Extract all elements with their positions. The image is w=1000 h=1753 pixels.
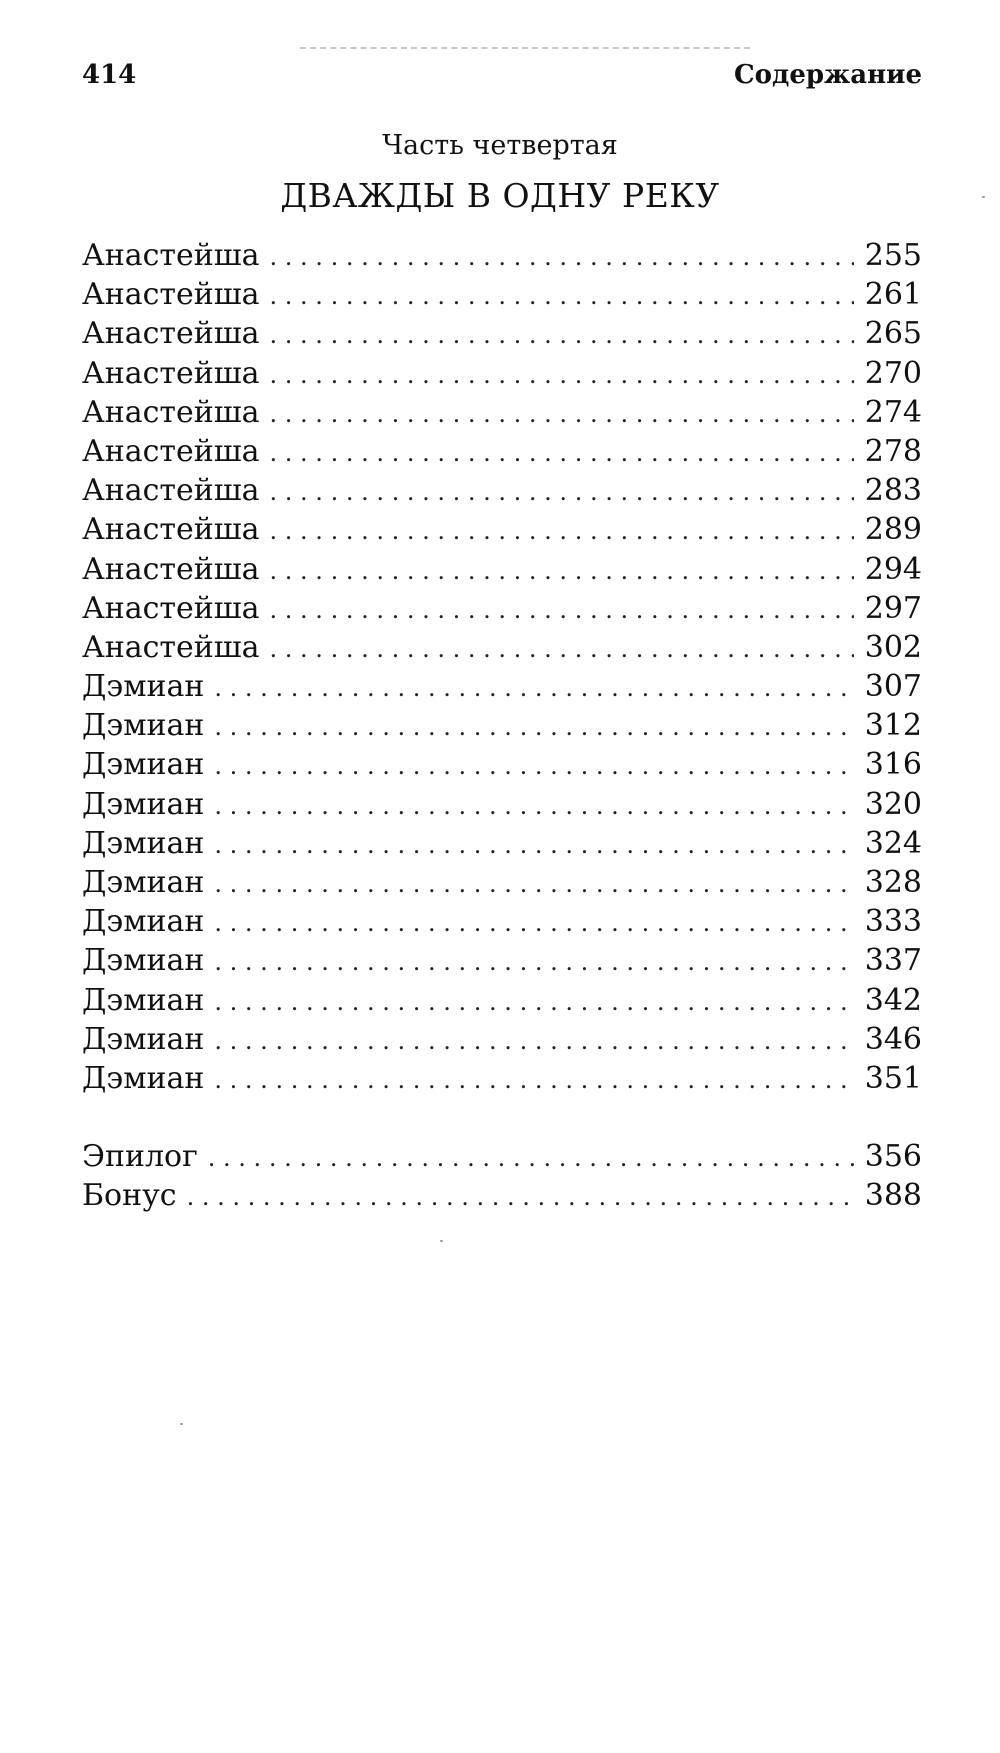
toc-entry-page: 302: [864, 629, 922, 665]
toc-entry: [82, 589, 922, 628]
dot-leader: [214, 669, 854, 708]
toc-entry: [82, 1059, 922, 1098]
toc-entry-label: Анастейша: [82, 629, 260, 665]
toc-entry: [82, 785, 922, 824]
dot-leader: [214, 865, 854, 904]
toc-entry: [82, 902, 922, 941]
toc-entry: [82, 275, 922, 314]
toc-entry: [82, 824, 922, 863]
running-head: [82, 52, 922, 102]
dot-leader: [270, 356, 854, 395]
toc-entry-page: 278: [864, 433, 922, 469]
toc-entry: [82, 314, 922, 353]
toc-entry-page: 255: [864, 238, 922, 273]
toc-entry-label: Анастейша: [82, 473, 260, 509]
dot-leader: [214, 904, 854, 943]
toc-entry-label: Анастейша: [82, 355, 260, 391]
dot-leader: [270, 238, 854, 277]
dot-leader: [270, 395, 854, 434]
toc-entry-label: Дэмиан: [82, 786, 205, 822]
dot-leader: [270, 434, 854, 473]
toc-entry-page: 388: [864, 1178, 922, 1214]
toc-entry-page: 316: [864, 747, 922, 783]
part-title: ДВАЖДЫ В ОДНУ РЕКУ: [280, 176, 720, 215]
toc-entry-page: 294: [864, 551, 922, 587]
toc-entry-label: Анастейша: [82, 394, 260, 430]
part-heading: Часть четвертая: [382, 130, 618, 161]
dot-leader: [270, 552, 854, 591]
dot-leader: [270, 591, 854, 630]
toc-entry-label: Анастейша: [82, 238, 260, 273]
toc-entry-page: 356: [864, 1139, 922, 1175]
toc-entry-page: 342: [864, 982, 922, 1018]
toc-entry-page: 320: [864, 786, 922, 822]
dot-leader: [214, 747, 854, 786]
toc-entry-label: Дэмиан: [82, 943, 205, 979]
dot-leader: [214, 1022, 854, 1061]
toc-entry: [82, 981, 922, 1020]
toc-entry-page: 328: [864, 865, 922, 900]
dot-leader: [214, 787, 854, 826]
toc-entry-page: 333: [864, 904, 922, 940]
toc-entry-label: Дэмиан: [82, 1021, 205, 1057]
dot-leader: [208, 1139, 854, 1178]
dot-leader: [187, 1178, 854, 1217]
toc-entry: [82, 1137, 922, 1176]
toc-entry-label: Дэмиан: [82, 708, 205, 744]
dot-leader: [214, 826, 854, 865]
toc-entry: [82, 432, 922, 471]
toc-entry-page: 270: [864, 355, 922, 391]
dot-leader: [270, 316, 854, 355]
toc-entry: [82, 471, 922, 510]
toc-entry-page: 351: [864, 1060, 922, 1096]
toc-entry: [82, 236, 922, 275]
toc-entry-label: Дэмиан: [82, 982, 205, 1018]
dot-leader: [214, 1061, 854, 1100]
toc-entry: [82, 941, 922, 980]
toc-entry: [82, 863, 922, 902]
dot-leader: [270, 277, 854, 316]
scan-artifact-line: [300, 47, 750, 49]
toc-entry: [82, 628, 922, 667]
dot-leader: [214, 943, 854, 982]
toc-entry-page: 283: [864, 473, 922, 509]
toc-entry-page: 324: [864, 825, 922, 861]
toc-entry-label: Дэмиан: [82, 669, 205, 705]
toc-entry-label: Анастейша: [82, 551, 260, 587]
toc-entry-label: Анастейша: [82, 277, 260, 313]
toc-entry-page: 289: [864, 512, 922, 548]
toc-entry: [82, 745, 922, 784]
section-title: Содержание: [733, 60, 922, 90]
toc-entry: [82, 1176, 922, 1215]
toc-entry-page: 261: [864, 277, 922, 313]
page-number: 414: [82, 60, 137, 90]
toc-entry-label: Анастейша: [82, 512, 260, 548]
table-of-contents: [82, 236, 922, 1216]
toc-entry: [82, 667, 922, 706]
toc-entry: [82, 706, 922, 745]
toc-entry: [82, 393, 922, 432]
toc-entry-label: Анастейша: [82, 590, 260, 626]
toc-entry-label: Дэмиан: [82, 747, 205, 783]
toc-entry-page: 312: [864, 708, 922, 744]
toc-entry: [82, 510, 922, 549]
toc-entry-label: Дэмиан: [82, 904, 205, 940]
dot-leader: [270, 512, 854, 551]
toc-entry-page: 346: [864, 1021, 922, 1057]
toc-entry: [82, 354, 922, 393]
toc-entry-label: Эпилог: [82, 1139, 198, 1175]
toc-entry-page: 265: [864, 316, 922, 352]
toc-entry-label: Анастейша: [82, 316, 260, 352]
dot-leader: [214, 983, 854, 1022]
toc-entry-label: Анастейша: [82, 433, 260, 469]
toc-entry-label: Бонус: [82, 1178, 177, 1214]
toc-entry-label: Дэмиан: [82, 865, 205, 900]
toc-entry: [82, 550, 922, 589]
toc-entry-page: 337: [864, 943, 922, 979]
toc-entry-page: 274: [864, 394, 922, 430]
scan-speck: [440, 1240, 443, 1242]
toc-entry-page: 297: [864, 590, 922, 626]
scan-speck: [982, 196, 985, 198]
dot-leader: [270, 630, 854, 669]
toc-entry-label: Дэмиан: [82, 825, 205, 861]
toc-entry-label: Дэмиан: [82, 1060, 205, 1096]
toc-entry: [82, 1020, 922, 1059]
scan-speck: [180, 1423, 183, 1425]
toc-entry-page: 307: [864, 669, 922, 705]
dot-leader: [214, 708, 854, 747]
dot-leader: [270, 473, 854, 512]
